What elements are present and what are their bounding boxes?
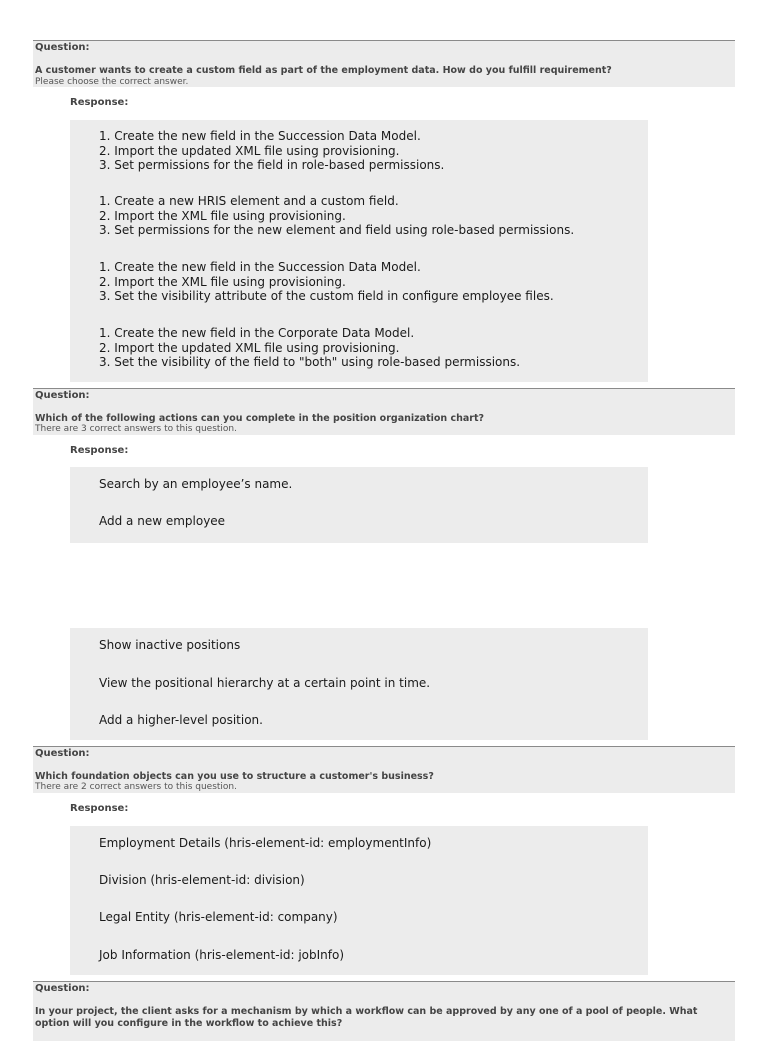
question-label: Question: bbox=[35, 983, 90, 994]
question-label: Question: bbox=[35, 390, 90, 401]
option-line: 3. Set the visibility of the field to "both" using role-based permissions. bbox=[99, 355, 521, 369]
question-text: A customer wants to create a custom field as part of the employment data. How do you fulfill requirement? bbox=[35, 65, 612, 76]
question-text: Which foundation objects can you use to structure a customer's business? bbox=[35, 771, 434, 782]
answer-option[interactable] bbox=[99, 326, 520, 370]
question-instruction: Please choose the correct answer. bbox=[35, 77, 189, 87]
question-text: In your project, the client asks for a mechanism by which a workflow can be approved by any one of a pool of people. What bbox=[35, 1006, 698, 1017]
question-header bbox=[33, 981, 735, 1041]
answer-option[interactable]: Division (hris-element-id: division) bbox=[99, 873, 305, 887]
option-line: 1. Create the new field in the Succession Data Model. bbox=[99, 129, 421, 143]
option-line: 1. Create the new field in the Corporate Data Model. bbox=[99, 326, 415, 340]
answer-option[interactable]: Add a higher-level position. bbox=[99, 713, 263, 727]
question-header bbox=[33, 746, 735, 793]
question-header bbox=[33, 40, 735, 87]
option-line: 1. Create the new field in the Succession Data Model. bbox=[99, 260, 421, 274]
answer-option[interactable]: Show inactive positions bbox=[99, 638, 241, 652]
answer-option[interactable] bbox=[99, 129, 444, 173]
option-line: 2. Import the updated XML file using provisioning. bbox=[99, 340, 400, 355]
question-text: option will you configure in the workflow to achieve this? bbox=[35, 1018, 343, 1029]
response-label: Response: bbox=[70, 97, 129, 108]
answer-options bbox=[70, 628, 648, 740]
answer-option[interactable]: Legal Entity (hris-element-id: company) bbox=[99, 910, 338, 924]
option-line: 3. Set permissions for the new element and field using role-based permissions. bbox=[99, 223, 575, 237]
answer-option[interactable]: Job Information (hris-element-id: jobInfo) bbox=[99, 948, 345, 962]
question-instruction: There are 2 correct answers to this question. bbox=[35, 782, 237, 792]
option-line: 3. Set permissions for the field in role-based permissions. bbox=[99, 158, 445, 172]
option-line: 2. Import the updated XML file using provisioning. bbox=[99, 143, 400, 158]
answer-option[interactable]: View the positional hierarchy at a certain point in time. bbox=[99, 676, 431, 690]
answer-options bbox=[70, 120, 648, 382]
option-line: 1. Create a new HRIS element and a custom field. bbox=[99, 194, 399, 208]
question-instruction: There are 3 correct answers to this question. bbox=[35, 424, 237, 434]
answer-options bbox=[70, 826, 648, 975]
question-text: Which of the following actions can you complete in the position organization chart? bbox=[35, 413, 485, 424]
answer-options bbox=[70, 467, 648, 543]
response-label: Response: bbox=[70, 445, 129, 456]
question-label: Question: bbox=[35, 748, 90, 759]
option-line: 2. Import the XML file using provisioning. bbox=[99, 208, 346, 223]
answer-option[interactable]: Search by an employee’s name. bbox=[99, 477, 293, 491]
question-label: Question: bbox=[35, 42, 90, 53]
answer-option[interactable] bbox=[99, 260, 554, 304]
question-header bbox=[33, 388, 735, 435]
option-line: 3. Set the visibility attribute of the custom field in configure employee files. bbox=[99, 289, 554, 303]
answer-option[interactable] bbox=[99, 194, 574, 238]
answer-option[interactable]: Add a new employee bbox=[99, 514, 226, 528]
answer-option[interactable]: Employment Details (hris-element-id: employmentInfo) bbox=[99, 836, 432, 850]
option-line: 2. Import the XML file using provisioning. bbox=[99, 274, 346, 289]
response-label: Response: bbox=[70, 803, 129, 814]
